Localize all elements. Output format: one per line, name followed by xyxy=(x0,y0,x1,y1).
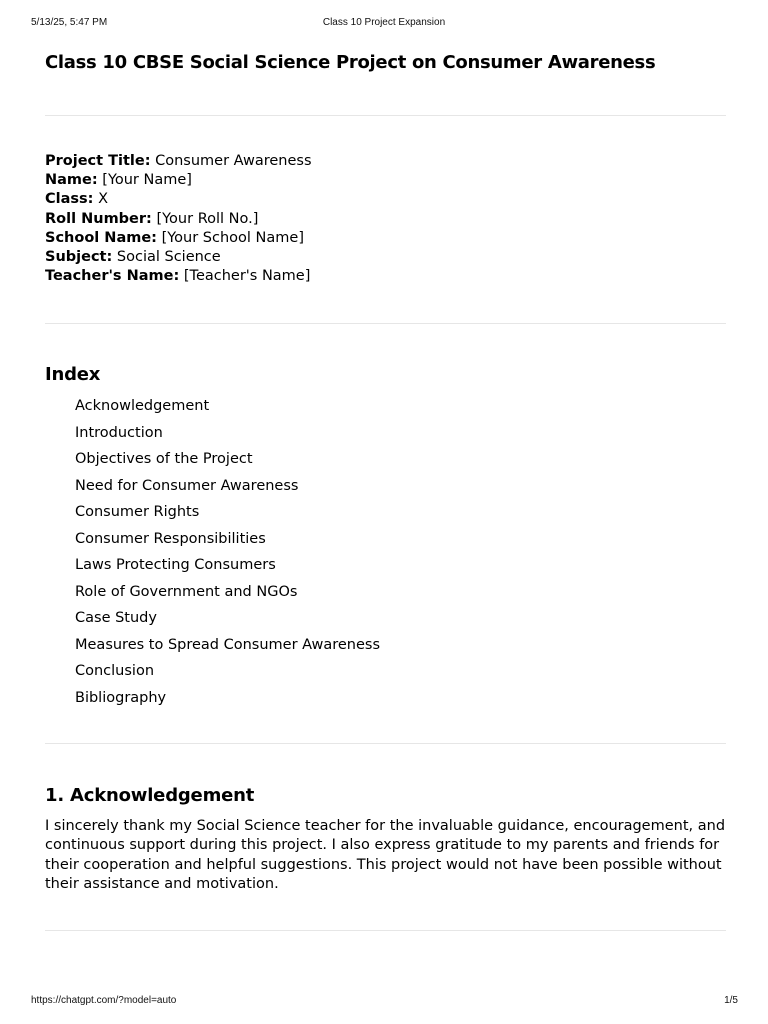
info-label: Teacher's Name: xyxy=(45,268,180,285)
section-heading-acknowledgement: 1. Acknowledgement xyxy=(45,785,255,806)
info-value: [Your Name] xyxy=(97,172,192,189)
list-item-text: Acknowledgement xyxy=(75,398,210,414)
info-label: Name: xyxy=(45,172,98,189)
info-roll-number xyxy=(45,210,312,229)
info-school-name xyxy=(45,229,312,248)
info-teacher-name xyxy=(45,267,312,286)
print-page-number: 1/5 xyxy=(724,995,738,1006)
project-info xyxy=(45,152,312,286)
list-item-text: Bibliography xyxy=(75,689,167,706)
info-value: [Teacher's Name] xyxy=(179,268,311,285)
info-label: Class: xyxy=(45,191,94,208)
list-item-text: Role of Government and NGOs xyxy=(75,583,298,600)
info-name xyxy=(45,171,312,190)
info-class xyxy=(45,190,312,209)
info-label: Project Title: xyxy=(45,153,151,169)
print-url: https://chatgpt.com/?model=auto xyxy=(31,995,177,1006)
print-datetime: 5/13/25, 5:47 PM xyxy=(31,17,108,28)
info-value: Consumer Awareness xyxy=(150,153,312,169)
acknowledgement-paragraph: I sincerely thank my Social Science teacher for the invaluable guidance, encouragement, and continuous support during this project. I also express gratitude to my parents and friends for their cooperation and helpful suggestions. This project would not have been possible without their assistance and motivation. xyxy=(45,818,726,892)
info-label: School Name: xyxy=(45,229,157,246)
print-footer xyxy=(0,995,768,1009)
index-heading: Index xyxy=(45,364,101,385)
info-value: X xyxy=(93,191,109,208)
divider xyxy=(45,323,726,324)
print-page-title: Class 10 Project Expansion xyxy=(322,17,446,28)
divider xyxy=(45,930,726,931)
info-project-title xyxy=(45,152,312,171)
list-item-text: Consumer Responsibilities xyxy=(75,530,266,547)
document-title: Class 10 CBSE Social Science Project on Consumer Awareness xyxy=(45,52,656,73)
info-label: Roll Number: xyxy=(45,210,152,227)
list-item-text: Need for Consumer Awareness xyxy=(75,477,299,494)
info-value: Social Science xyxy=(112,249,221,266)
info-subject xyxy=(45,248,312,267)
list-item-text: Introduction xyxy=(75,424,163,441)
divider xyxy=(45,115,726,116)
list-item-text: Consumer Rights xyxy=(75,504,200,520)
info-label: Subject: xyxy=(45,249,113,266)
list-item-text: Objectives of the Project xyxy=(75,451,253,467)
info-value: [Your School Name] xyxy=(156,229,304,246)
list-item-text: Laws Protecting Consumers xyxy=(75,557,276,573)
list-item-text: Conclusion xyxy=(75,663,155,679)
list-item-text: Measures to Spread Consumer Awareness xyxy=(75,636,381,653)
print-header xyxy=(0,17,768,31)
list-item-text: Case Study xyxy=(75,610,157,626)
divider xyxy=(45,743,726,744)
info-value: [Your Roll No.] xyxy=(151,210,259,227)
